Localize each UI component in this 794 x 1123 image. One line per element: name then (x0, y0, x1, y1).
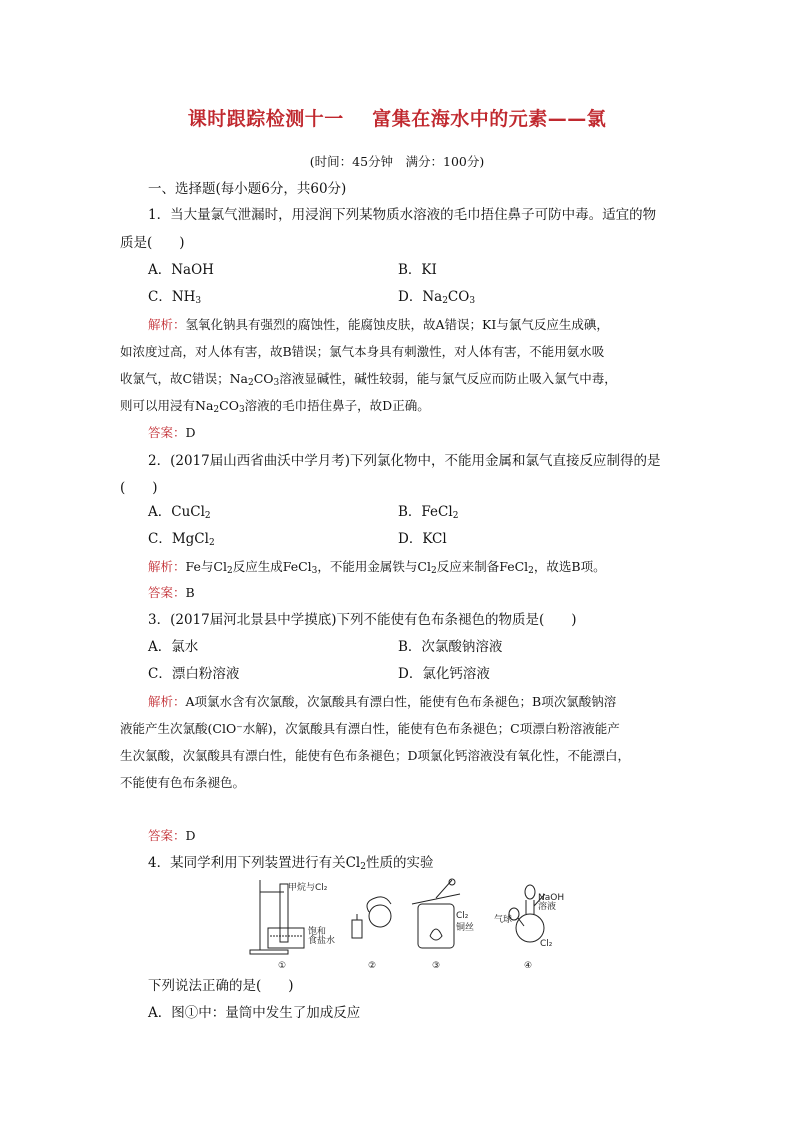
q3-option-c: C．漂白粉溶液 (148, 666, 240, 682)
q1-option-c: C．$NH_3$ (148, 289, 202, 306)
q1-stem-line1: 1．当大量氯气泄漏时，用浸润下列某物质水溶液的毛巾捂住鼻子可防中毒。适宜的物 (148, 207, 657, 223)
fig-num-1: ① (278, 961, 287, 971)
fig-label-cl2-3: Cl₂ (456, 911, 469, 921)
q3-option-d: D．氯化钙溶液 (398, 666, 490, 682)
q1-option-d: D．$Na_2CO_3$ (398, 289, 476, 306)
q3-stem: 3．(2017届河北景县中学摸底)下列不能使有色布条褪色的物质是( ) (148, 612, 577, 628)
q1-explanation-line3: 收氯气，故C错误；$Na_2CO_3$溶液显碱性，碱性较弱，能与氯气反应而防止吸入氯气中毒， (120, 371, 617, 388)
q1-explanation-line1: 解析 ： 氢氧化钠具有强烈的腐蚀性，能腐蚀皮肤，故A错误；KI与氯气反应生成碘， (148, 316, 609, 334)
fig-label-balloon: 气球 (494, 915, 513, 925)
q3-explanation-line1: 解析 ： A项氯水含有次氯酸，次氯酸具有漂白性，能使有色布条褪色；B项次氯酸钠溶 (148, 693, 616, 711)
experiment-figure (240, 878, 580, 973)
q1-option-b: B．KI (398, 262, 437, 278)
q3-answer: 答案 ： D (148, 827, 196, 845)
section-heading: 一、选择题(每小题6分，共60分) (148, 181, 347, 197)
q1-explanation-line4: 则可以用浸有$Na_2CO_3$溶液的毛巾捂住鼻子，故D正确。 (120, 398, 430, 415)
q3-explanation-line4: 不能使有色布条褪色。 (120, 775, 246, 790)
q1-answer: 答案 ： D (148, 424, 196, 442)
q3-explanation-line2: 液能产生次氯酸(ClO⁻水解)，次氯酸具有漂白性，能使有色布条褪色；C项漂白粉溶液能产 (120, 721, 620, 736)
q3-option-a: A．氯水 (148, 639, 199, 655)
q2-stem-line1: 2．(2017届山西省曲沃中学月考)下列氯化物中，不能用金属和氯气直接反应制得的是 (148, 453, 661, 469)
title-part1: 课时跟踪检测十一 (187, 108, 344, 130)
fig-label-methane: 甲烷与Cl₂ (288, 883, 328, 893)
q2-option-a: A．CuCl$_2$ (148, 504, 211, 521)
q3-explanation-line3: 生次氯酸，次氯酸具有漂白性，能使有色布条褪色；D项氯化钙溶液没有氧化性，不能漂白， (120, 748, 631, 763)
q2-answer: 答案 ： B (148, 584, 195, 602)
q1-option-a: A．NaOH (148, 262, 214, 278)
fig-num-2: ② (368, 961, 377, 971)
q4-option-a: A．图①中：量筒中发生了加成反应 (148, 1005, 361, 1021)
q3-option-b: B．次氯酸钠溶液 (398, 639, 503, 655)
fig-label-naoh: NaOH (538, 893, 565, 903)
fig-label-brine: 食盐水 (308, 936, 336, 946)
explain-label: 解析 ： (148, 317, 186, 332)
fig-label-copper: 铜丝 (456, 923, 475, 933)
q2-explanation: 解析 ： Fe与$Cl_2$反应生成FeCl$_3$，不能用金属铁与$Cl_2$反应来制备FeCl$_2$，故选B项。 (148, 558, 606, 580)
fig-num-3: ③ (432, 961, 441, 971)
q4-stem: 4．某同学利用下列装置进行有关$Cl_2$性质的实验 (148, 855, 434, 872)
fig-label-saturated: 饱和 (308, 927, 327, 937)
title-part2: 富集在海水中的元素——氯 (372, 108, 607, 130)
q2-stem-line2: ( ) (120, 480, 158, 496)
fig-label-cl2-4: Cl₂ (540, 939, 553, 949)
answer-label: 答案 ： (148, 425, 186, 440)
fig-label-solution: 溶液 (538, 902, 557, 912)
fig-num-4: ④ (524, 961, 533, 971)
q2-option-c: C．MgCl$_2$ (148, 531, 215, 548)
q2-option-d: D．KCl (398, 531, 447, 547)
q2-option-b: B．FeCl$_2$ (398, 504, 459, 521)
q1-stem-line2: 质是( ) (120, 235, 185, 251)
page-title (0, 104, 794, 131)
q4-question: 下列说法正确的是( ) (148, 978, 294, 994)
q1-explanation-line2: 如浓度过高，对人体有害，故B错误；氯气本身具有刺激性，对人体有害，不能用氨水吸 (120, 344, 605, 359)
subtitle: (时间：45分钟 满分：100分) (309, 154, 485, 169)
